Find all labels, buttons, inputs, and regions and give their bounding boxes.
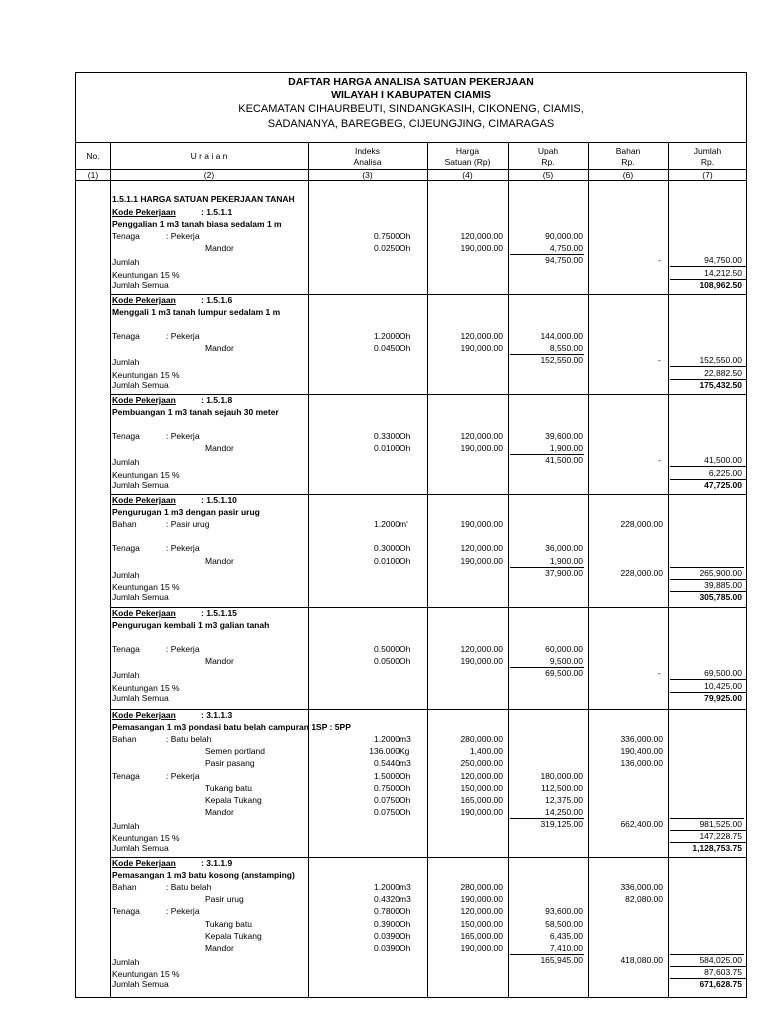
profit-label: Keuntungan 15 % <box>112 581 180 592</box>
item-index: 0.3000 <box>374 543 400 554</box>
item-index: 0.0390 <box>374 930 400 941</box>
section-title: 1.5.1.1 HARGA SATUAN PEKERJAAN TANAH <box>112 194 295 204</box>
item-wage: 14,250.00 <box>545 806 583 817</box>
item-category: Tenaga <box>112 770 140 781</box>
item-index: 1.5000 <box>374 770 400 781</box>
item-unit: Oh <box>399 906 411 917</box>
item-unit-price: 120,000.00 <box>460 431 503 442</box>
item-unit-price: 190,000.00 <box>460 942 503 953</box>
item-name: Mandor <box>205 942 234 953</box>
sum-label: Jumlah <box>112 956 140 967</box>
item-name: Pasir urug <box>205 894 244 905</box>
item-wage: 90,000.00 <box>545 231 583 242</box>
item-index: 0.3900 <box>374 918 400 929</box>
item-name: : Batu belah <box>166 882 212 893</box>
item-material: 228,000.00 <box>620 519 663 530</box>
sum-total: 265,900.00 <box>699 567 742 578</box>
profit-value: 147,228.75 <box>699 831 742 841</box>
item-material: 190,400.00 <box>620 746 663 757</box>
column-number: (5) <box>542 170 554 180</box>
column-header-label: Indeks <box>354 146 381 156</box>
sum-material: 418,080.00 <box>620 954 663 965</box>
profit-value: 14,212.50 <box>704 267 742 278</box>
item-unit: Oh <box>399 942 411 953</box>
item-unit-price: 190,000.00 <box>460 243 503 254</box>
item-wage: 6,435.00 <box>549 930 583 941</box>
item-unit-price: 190,000.00 <box>460 806 503 817</box>
sum-total: 584,025.00 <box>699 954 742 965</box>
column-header-sublabel: Analisa <box>353 157 382 167</box>
profit-label: Keuntungan 15 % <box>112 269 180 280</box>
item-material: 82,080.00 <box>625 894 663 905</box>
item-unit-price: 120,000.00 <box>460 543 503 554</box>
item-unit-price: 190,000.00 <box>460 519 503 530</box>
item-unit: Oh <box>399 918 411 929</box>
work-code-label: Kode Pekerjaan <box>112 295 176 305</box>
item-wage: 93,600.00 <box>545 906 583 917</box>
item-unit: Oh <box>399 331 411 342</box>
item-unit-price: 120,000.00 <box>460 231 503 242</box>
item-unit-price: 150,000.00 <box>460 782 503 793</box>
profit-label: Keuntungan 15 % <box>112 682 180 693</box>
item-unit: Oh <box>399 794 411 805</box>
sum-label: Jumlah <box>112 670 140 681</box>
column-header-label: Jumlah <box>693 146 722 156</box>
column-header-sublabel: Satuan (Rp) <box>444 157 491 167</box>
item-unit: Oh <box>399 543 411 554</box>
item-name: Mandor <box>205 343 234 354</box>
column-header-label: Bahan <box>615 146 641 156</box>
work-code-label: Kode Pekerjaan <box>112 710 176 720</box>
item-unit: Kg <box>399 746 410 757</box>
item-unit: Oh <box>399 555 411 566</box>
item-category: Tenaga <box>112 906 140 917</box>
item-index: 0.7500 <box>374 231 400 242</box>
item-name: : Pekerja <box>166 644 200 655</box>
profit-value: 87,603.75 <box>704 966 742 977</box>
work-code: : 1.5.1.8 <box>201 395 233 405</box>
item-index: 0.0250 <box>374 243 400 254</box>
sum-material: - <box>658 668 661 679</box>
column-number: (1) <box>87 170 99 180</box>
item-unit: m3 <box>399 882 411 893</box>
sum-total: 94,750.00 <box>704 255 742 266</box>
work-code-label: Kode Pekerjaan <box>112 608 176 618</box>
column-header-sublabel: Rp. <box>541 157 555 167</box>
item-wage: 12,375.00 <box>545 794 583 805</box>
item-unit-price: 120,000.00 <box>460 770 503 781</box>
item-unit: m3 <box>399 758 411 769</box>
column-header-label: Harga <box>455 146 480 156</box>
profit-value: 6,225.00 <box>708 467 742 478</box>
item-unit-price: 1,400.00 <box>469 746 503 757</box>
sum-wage: 69,500.00 <box>545 668 583 679</box>
grand-total-label: Jumlah Semua <box>112 379 169 390</box>
work-description: Pemasangan 1 m3 pondasi batu belah campuran 1SP : 5PP <box>112 722 351 733</box>
column-header-sublabel: Rp. <box>700 157 715 167</box>
item-unit: Oh <box>399 243 411 254</box>
work-description: Pengurugan 1 m3 dengan pasir urug <box>112 507 260 518</box>
work-code: : 3.1.1.3 <box>201 710 233 720</box>
col-divider <box>110 142 111 997</box>
item-unit: m' <box>399 519 408 530</box>
grand-total-value: 175,432.50 <box>699 379 742 390</box>
sum-total: 69,500.00 <box>704 668 742 679</box>
work-description: Penggalian 1 m3 tanah biasa sedalam 1 m <box>112 219 282 230</box>
item-index: 1.2000 <box>374 882 400 893</box>
work-code: : 1.5.1.1 <box>201 207 233 217</box>
profit-label: Keuntungan 15 % <box>112 369 180 380</box>
column-header-label: U r a i a n <box>190 151 228 161</box>
item-name: Mandor <box>205 443 234 454</box>
item-wage: 180,000.00 <box>540 770 583 781</box>
column-number: (4) <box>462 170 473 180</box>
column-header-label: No. <box>86 151 100 161</box>
price-analysis-sheet <box>75 72 747 998</box>
item-index: 0.0100 <box>374 555 400 566</box>
item-wage: 39,600.00 <box>545 431 583 442</box>
item-unit-price: 120,000.00 <box>460 331 503 342</box>
item-category: Bahan <box>112 882 137 893</box>
grand-total-label: Jumlah Semua <box>112 692 169 703</box>
item-index: 0.0390 <box>374 942 400 953</box>
column-number: (7) <box>702 170 713 180</box>
item-unit: Oh <box>399 770 411 781</box>
sum-label: Jumlah <box>112 357 140 368</box>
work-code-label: Kode Pekerjaan <box>112 207 176 217</box>
doc-title: DAFTAR HARGA ANALISA SATUAN PEKERJAAN <box>288 76 534 88</box>
col-divider <box>668 142 669 997</box>
item-name: : Pekerja <box>166 431 200 442</box>
item-unit: Oh <box>399 782 411 793</box>
sum-wage: 319,125.00 <box>540 818 583 829</box>
item-wage: 58,500.00 <box>545 918 583 929</box>
item-material: 336,000.00 <box>620 882 663 893</box>
sum-material: 662,400.00 <box>620 818 663 829</box>
col-divider <box>508 142 509 997</box>
column-number: (3) <box>362 170 373 180</box>
work-code-label: Kode Pekerjaan <box>112 858 176 868</box>
grand-total-label: Jumlah Semua <box>112 279 169 290</box>
item-name: Mandor <box>205 555 234 566</box>
header-divider <box>76 142 746 143</box>
grand-total-label: Jumlah Semua <box>112 591 169 602</box>
item-category: Tenaga <box>112 543 140 554</box>
item-name: : Pekerja <box>166 231 200 242</box>
item-unit-price: 280,000.00 <box>460 882 503 893</box>
profit-label: Keuntungan 15 % <box>112 968 180 979</box>
sum-wage: 165,945.00 <box>540 954 583 965</box>
grand-total-value: 1,128,753.75 <box>692 843 742 854</box>
item-name: Kepala Tukang <box>205 794 262 805</box>
item-index: 0.5440 <box>374 758 400 769</box>
sum-material: - <box>658 355 661 366</box>
item-unit-price: 250,000.00 <box>460 758 503 769</box>
sum-wage: 94,750.00 <box>545 255 583 266</box>
item-name: Semen portland <box>205 746 266 757</box>
column-number: (6) <box>622 170 634 180</box>
item-unit-price: 280,000.00 <box>460 734 503 745</box>
item-unit: m3 <box>399 894 411 905</box>
item-wage: 7,410.00 <box>549 942 583 953</box>
item-unit-price: 165,000.00 <box>460 794 503 805</box>
grand-total-label: Jumlah Semua <box>112 843 169 854</box>
work-code: : 1.5.1.6 <box>201 295 233 305</box>
doc-district-line-2: SADANANYA, BAREGBEG, CIJEUNGJING, CIMARAGAS <box>267 118 555 130</box>
item-index: 0.3300 <box>374 431 400 442</box>
item-category: Bahan <box>112 734 137 745</box>
sum-total: 152,550.00 <box>699 355 742 366</box>
item-unit-price: 120,000.00 <box>460 644 503 655</box>
grand-total-value: 79,925.00 <box>704 692 742 703</box>
work-code: : 1.5.1.10 <box>201 495 237 505</box>
item-index: 0.4320 <box>374 894 400 905</box>
grand-total-value: 108,962.50 <box>699 279 742 290</box>
item-category: Tenaga <box>112 231 140 242</box>
sum-label: Jumlah <box>112 569 140 580</box>
sum-label: Jumlah <box>112 457 140 468</box>
item-name: Tukang batu <box>205 918 252 929</box>
profit-value: 10,425.00 <box>704 680 742 691</box>
item-wage: 60,000.00 <box>545 644 583 655</box>
item-material: 336,000.00 <box>620 734 663 745</box>
item-index: 0.7500 <box>374 782 400 793</box>
item-unit: Oh <box>399 443 411 454</box>
profit-value: 39,885.00 <box>704 579 742 590</box>
item-unit-price: 190,000.00 <box>460 443 503 454</box>
work-code-label: Kode Pekerjaan <box>112 395 176 405</box>
grand-total-label: Jumlah Semua <box>112 479 169 490</box>
item-wage: 9,500.00 <box>549 656 583 667</box>
item-unit-price: 190,000.00 <box>460 343 503 354</box>
work-description: Pembuangan 1 m3 tanah sejauh 30 meter <box>112 407 279 418</box>
work-code-label: Kode Pekerjaan <box>112 495 176 505</box>
work-code: : 1.5.1.15 <box>201 608 237 618</box>
col-divider <box>588 142 589 997</box>
work-description: Pengurugan kembali 1 m3 galian tanah <box>112 620 270 631</box>
sum-label: Jumlah <box>112 257 140 268</box>
item-index: 0.0750 <box>374 806 400 817</box>
item-name: : Pekerja <box>166 543 200 554</box>
grand-total-value: 305,785.00 <box>699 591 742 602</box>
item-name: : Batu belah <box>166 734 212 745</box>
item-name: : Pasir urug <box>166 519 210 530</box>
sum-wage: 41,500.00 <box>545 455 583 466</box>
sum-wage: 152,550.00 <box>540 355 583 366</box>
sum-material: 228,000.00 <box>620 567 663 578</box>
sum-material: - <box>658 455 661 466</box>
col-divider <box>308 142 309 997</box>
item-unit: Oh <box>399 231 411 242</box>
item-name: Tukang batu <box>205 782 252 793</box>
item-index: 1.2000 <box>374 331 400 342</box>
item-name: : Pekerja <box>166 770 200 781</box>
grand-total-value: 47,725.00 <box>704 479 742 490</box>
item-wage: 8,550.00 <box>549 343 583 354</box>
item-unit: Oh <box>399 930 411 941</box>
item-index: 0.5000 <box>374 644 400 655</box>
item-index: 1.2000 <box>374 734 400 745</box>
column-number: (2) <box>203 170 215 180</box>
item-wage: 112,500.00 <box>541 782 583 793</box>
work-description: Menggali 1 m3 tanah lumpur sedalam 1 m <box>112 307 281 318</box>
column-header-label: Upah <box>537 146 559 156</box>
item-unit: Oh <box>399 806 411 817</box>
item-unit: Oh <box>399 644 411 655</box>
item-name: : Pekerja <box>166 906 200 917</box>
item-index: 0.7800 <box>374 906 400 917</box>
item-unit-price: 120,000.00 <box>460 906 503 917</box>
item-index: 0.0750 <box>374 794 400 805</box>
sum-total: 41,500.00 <box>704 455 742 466</box>
sum-label: Jumlah <box>112 820 140 831</box>
item-unit: Oh <box>399 343 411 354</box>
column-header-sublabel: Rp. <box>621 157 635 167</box>
item-unit: Oh <box>399 431 411 442</box>
item-index: 0.0100 <box>374 443 400 454</box>
item-unit: m3 <box>399 734 411 745</box>
doc-subtitle: WILAYAH I KABUPATEN CIAMIS <box>331 89 491 101</box>
sum-total: 981,525.00 <box>699 818 742 829</box>
profit-label: Keuntungan 15 % <box>112 833 180 843</box>
item-name: Mandor <box>205 243 234 254</box>
grand-total-label: Jumlah Semua <box>112 979 169 989</box>
item-material: 136,000.00 <box>620 758 663 769</box>
grand-total-value: 671,628.75 <box>699 979 742 989</box>
work-description: Pemasangan 1 m3 batu kosong (anstamping) <box>112 870 295 881</box>
item-index: 1.2000 <box>374 519 400 530</box>
item-index: 136.000 <box>369 746 400 757</box>
item-index: 0.0450 <box>374 343 400 354</box>
item-category: Tenaga <box>112 431 140 442</box>
item-unit-price: 150,000.00 <box>460 918 503 929</box>
item-name: Pasir pasang <box>205 758 255 769</box>
work-code: : 3.1.1.9 <box>201 858 233 868</box>
item-unit-price: 190,000.00 <box>460 656 503 667</box>
item-category: Tenaga <box>112 331 140 342</box>
item-wage: 1,900.00 <box>549 443 583 454</box>
item-unit-price: 165,000.00 <box>460 930 503 941</box>
col-divider <box>427 142 428 997</box>
item-wage: 144,000.00 <box>540 331 583 342</box>
sum-material: - <box>658 255 661 266</box>
item-wage: 1,900.00 <box>549 555 583 566</box>
profit-label: Keuntungan 15 % <box>112 469 180 480</box>
sum-wage: 37,900.00 <box>545 567 583 578</box>
item-name: : Pekerja <box>166 331 200 342</box>
item-name: Mandor <box>205 806 234 817</box>
item-wage: 36,000.00 <box>545 543 583 554</box>
doc-district-line-1: KECAMATAN CIHAURBEUTI, SINDANGKASIH, CIKONENG, CIAMIS, <box>238 103 584 115</box>
item-index: 0.0500 <box>374 656 400 667</box>
item-category: Bahan <box>112 519 137 530</box>
item-wage: 4,750.00 <box>549 243 583 254</box>
item-name: Mandor <box>205 656 234 667</box>
item-name: Kepala Tukang <box>205 930 262 941</box>
item-unit: Oh <box>399 656 411 667</box>
item-unit-price: 190,000.00 <box>460 555 503 566</box>
item-category: Tenaga <box>112 644 140 655</box>
item-unit-price: 190,000.00 <box>460 894 503 905</box>
profit-value: 22,882.50 <box>704 367 742 378</box>
